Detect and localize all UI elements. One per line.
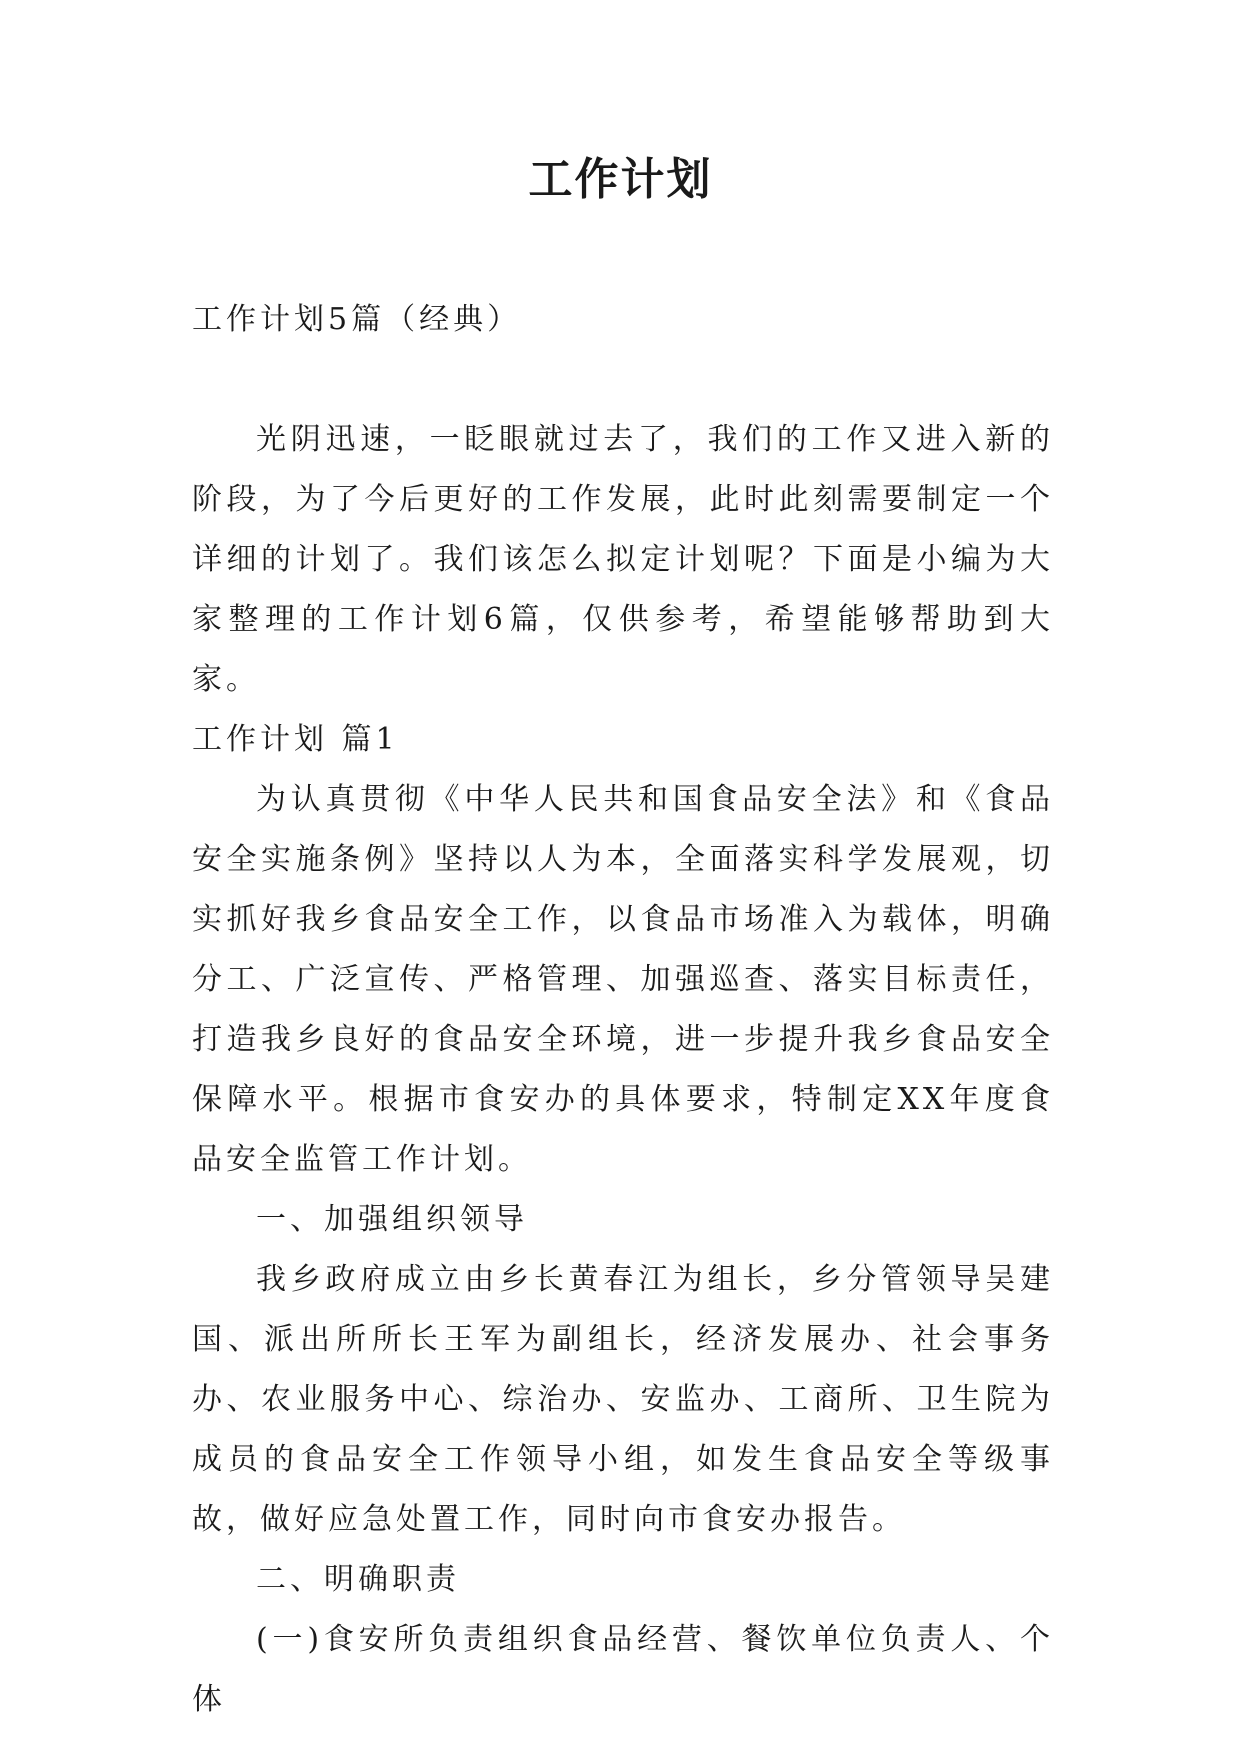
document-subtitle: 工作计划5篇（经典） bbox=[192, 302, 522, 337]
document-title: 工作计划 bbox=[528, 154, 713, 205]
section-heading: 工作计划 篇1 bbox=[192, 722, 399, 757]
intro-paragraph: 光阴迅速，一眨眼就过去了，我们的工作又进入新的阶段，为了今后更好的工作发展，此时此刻需要制定一个详细的计划了。我们该怎么拟定计划呢？下面是小编为大家整理的工作计划6篇，仅供参考，希望能够帮助到大家。 bbox=[192, 422, 1054, 697]
body-paragraph: (一)食安所负责组织食品经营、餐饮单位负责人、个体 bbox=[192, 1622, 1054, 1717]
item-heading: 一、加强组织领导 bbox=[256, 1202, 528, 1237]
body-paragraph: 我乡政府成立由乡长黄春江为组长，乡分管领导吴建国、派出所所长王军为副组长，经济发展办、社会事务办、农业服务中心、综治办、安监办、工商所、卫生院为成员的食品安全工作领导小组，如发生食品安全等级事故，做好应急处置工作，同时向市食安办报告。 bbox=[192, 1262, 1054, 1537]
document-body bbox=[192, 290, 1054, 1730]
item-heading: 二、明确职责 bbox=[256, 1562, 460, 1597]
body-paragraph: 为认真贯彻《中华人民共和国食品安全法》和《食品安全实施条例》坚持以人为本，全面落实科学发展观，切实抓好我乡食品安全工作，以食品市场准入为载体，明确分工、广泛宣传、严格管理、加强巡查、落实目标责任，打造我乡良好的食品安全环境，进一步提升我乡食品安全保障水平。根据市食安办的具体要求，特制定XX年度食品安全监管工作计划。 bbox=[192, 782, 1054, 1177]
